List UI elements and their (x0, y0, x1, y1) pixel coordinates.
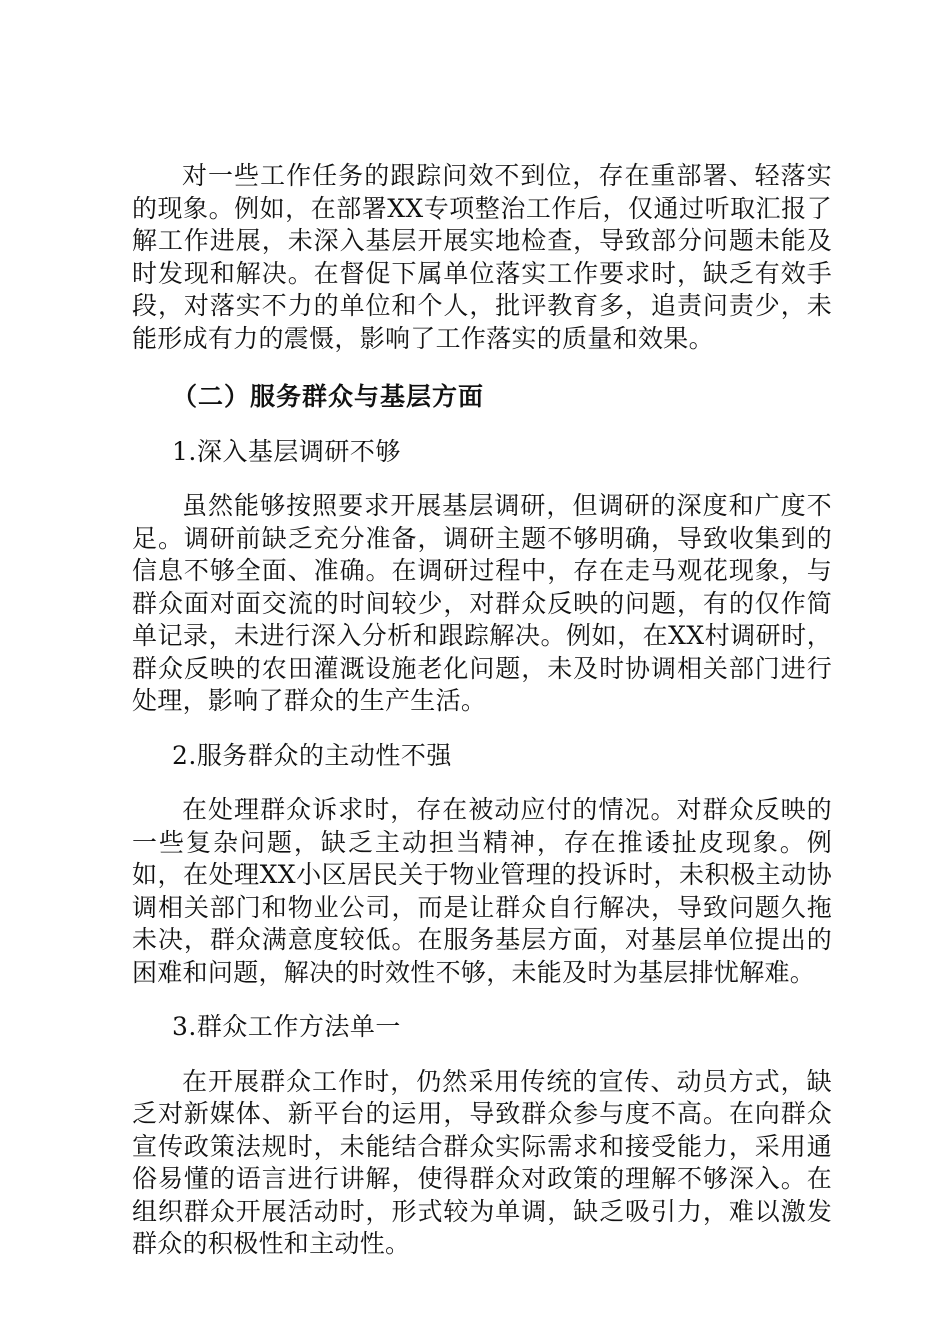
document-body (132, 160, 832, 1261)
subheading-research: 1.深入基层调研不够 (172, 436, 401, 466)
section-heading-service-grassroots: （二）服务群众与基层方面 (172, 382, 485, 411)
paragraph-research: 虽然能够按照要求开展基层调研，但调研的深度和广度不足。调研前缺乏充分准备，调研主题不够明确，导致收集到的信息不够全面、准确。在调研过程中，存在走马观花现象，与群众面对面交流的时间较少，对群众反映的问题，有的仅作简单记录，未进行深入分析和跟踪解决。例如，在XX村调研时，群众反映的农田灌溉设施老化问题，未及时协调相关部门进行处理，影响了群众的生产生活。 (132, 491, 832, 715)
subheading-methods: 3.群众工作方法单一 (172, 1012, 401, 1041)
paragraph-methods: 在开展群众工作时，仍然采用传统的宣传、动员方式，缺乏对新媒体、新平台的运用，导致群众参与度不高。在向群众宣传政策法规时，未能结合群众实际需求和接受能力，采用通俗易懂的语言进行讲解，使得群众对政策的理解不够深入。在组织群众开展活动时，形式较为单调，缺乏吸引力，难以激发群众的积极性和主动性。 (132, 1066, 832, 1258)
paragraph-follow-up-issues: 对一些工作任务的跟踪问效不到位，存在重部署、轻落实的现象。例如，在部署XX专项整治工作后，仅通过听取汇报了解工作进展，未深入基层开展实地检查，导致部分问题未能及时发现和解决。在督促下属单位落实工作要求时，缺乏有效手段，对落实不力的单位和个人，批评教育多，追责问责少，未能形成有力的震慑，影响了工作落实的质量和效果。 (132, 161, 832, 353)
paragraph-initiative: 在处理群众诉求时，存在被动应付的情况。对群众反映的一些复杂问题，缺乏主动担当精神，存在推诿扯皮现象。例如，在处理XX小区居民关于物业管理的投诉时，未积极主动协调相关部门和物业公司，而是让群众自行解决，导致问题久拖未决，群众满意度较低。在服务基层方面，对基层单位提出的困难和问题，解决的时效性不够，未能及时为基层排忧解难。 (132, 795, 832, 987)
subheading-initiative: 2.服务群众的主动性不强 (172, 740, 452, 770)
